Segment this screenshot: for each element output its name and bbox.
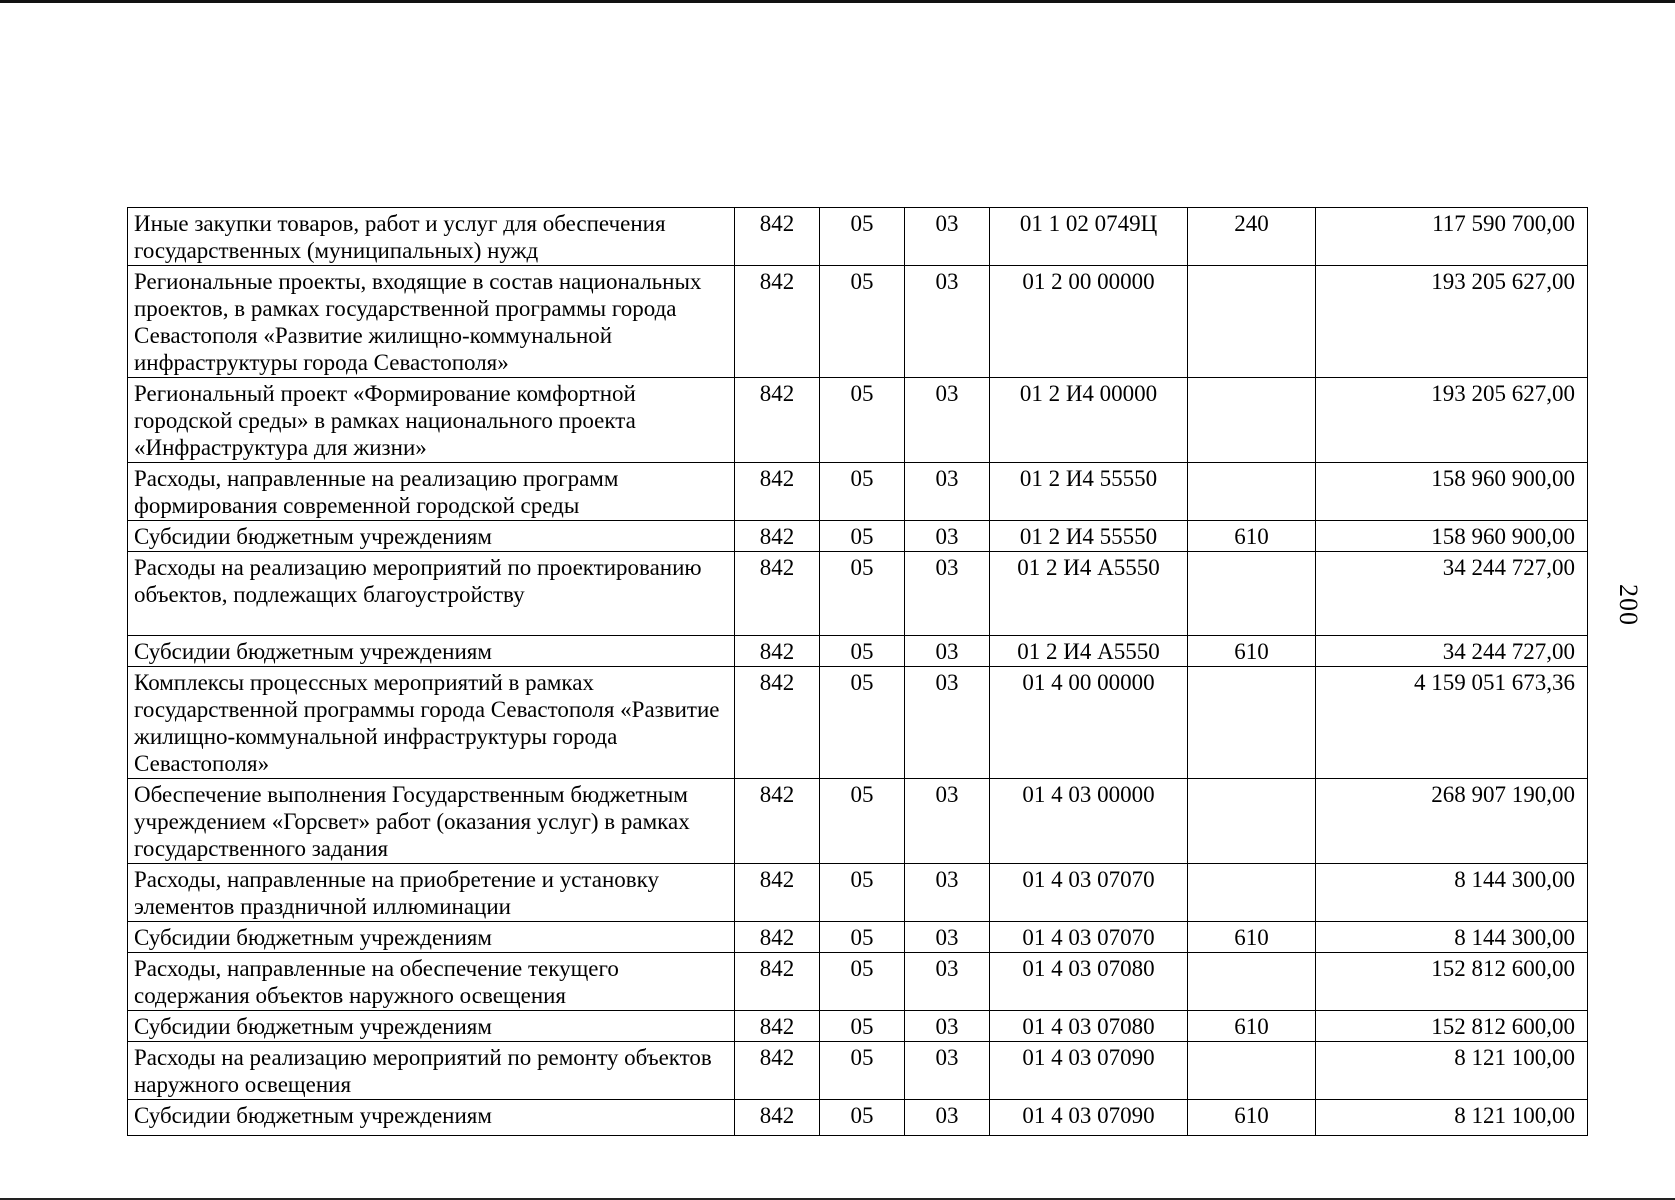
row-vedom: 842 [735, 953, 820, 1011]
row-vr: 610 [1188, 521, 1316, 552]
row-sum: 34 244 727,00 [1316, 636, 1588, 667]
row-sum: 8 144 300,00 [1316, 922, 1588, 953]
row-csr: 01 4 03 07080 [990, 1011, 1188, 1042]
row-vr: 610 [1188, 1011, 1316, 1042]
row-sum: 34 244 727,00 [1316, 552, 1588, 636]
scan-edge-top [0, 0, 1675, 3]
row-razdel: 05 [820, 378, 905, 463]
row-sum: 158 960 900,00 [1316, 521, 1588, 552]
row-name: Субсидии бюджетным учреждениям [128, 521, 735, 552]
row-sum: 4 159 051 673,36 [1316, 667, 1588, 779]
row-sum: 8 144 300,00 [1316, 864, 1588, 922]
row-csr: 01 2 И4 55550 [990, 521, 1188, 552]
row-sum: 158 960 900,00 [1316, 463, 1588, 521]
row-podrazdel: 03 [905, 953, 990, 1011]
table-row [128, 1011, 1588, 1042]
row-podrazdel: 03 [905, 922, 990, 953]
row-razdel: 05 [820, 1011, 905, 1042]
page-number: 200 [1614, 584, 1643, 626]
table-row [128, 552, 1588, 636]
row-razdel: 05 [820, 1042, 905, 1100]
row-podrazdel: 03 [905, 779, 990, 864]
table-row [128, 378, 1588, 463]
table-row [128, 208, 1588, 266]
row-name: Региональный проект «Формирование комфортной городской среды» в рамках национального проекта «Инфраструктура для жизни» [128, 378, 735, 463]
row-name: Расходы, направленные на обеспечение текущего содержания объектов наружного освещения [128, 953, 735, 1011]
row-podrazdel: 03 [905, 864, 990, 922]
row-razdel: 05 [820, 463, 905, 521]
table-row [128, 636, 1588, 667]
row-vedom: 842 [735, 636, 820, 667]
row-vedom: 842 [735, 922, 820, 953]
row-name: Субсидии бюджетным учреждениям [128, 1011, 735, 1042]
row-vr [1188, 1042, 1316, 1100]
row-razdel: 05 [820, 864, 905, 922]
row-csr: 01 4 00 00000 [990, 667, 1188, 779]
row-razdel: 05 [820, 552, 905, 636]
row-csr: 01 2 00 00000 [990, 266, 1188, 378]
table-row [128, 266, 1588, 378]
row-csr: 01 4 03 07080 [990, 953, 1188, 1011]
row-csr: 01 4 03 07090 [990, 1100, 1188, 1136]
table-row [128, 1100, 1588, 1136]
row-podrazdel: 03 [905, 1011, 990, 1042]
table-row [128, 953, 1588, 1011]
row-razdel: 05 [820, 779, 905, 864]
table-row [128, 521, 1588, 552]
row-name: Расходы, направленные на реализацию программ формирования современной городской среды [128, 463, 735, 521]
row-csr: 01 4 03 07070 [990, 864, 1188, 922]
row-name: Субсидии бюджетным учреждениям [128, 1100, 735, 1136]
row-vr [1188, 378, 1316, 463]
row-sum: 268 907 190,00 [1316, 779, 1588, 864]
row-vr: 240 [1188, 208, 1316, 266]
row-podrazdel: 03 [905, 552, 990, 636]
row-vr: 610 [1188, 636, 1316, 667]
row-vr [1188, 667, 1316, 779]
row-vedom: 842 [735, 521, 820, 552]
row-vedom: 842 [735, 864, 820, 922]
row-vedom: 842 [735, 1100, 820, 1136]
row-vedom: 842 [735, 552, 820, 636]
budget-table [127, 207, 1588, 1136]
row-sum: 117 590 700,00 [1316, 208, 1588, 266]
row-name: Обеспечение выполнения Государственным бюджетным учреждением «Горсвет» работ (оказания услуг) в рамках государственного задания [128, 779, 735, 864]
row-sum: 193 205 627,00 [1316, 266, 1588, 378]
row-razdel: 05 [820, 667, 905, 779]
row-name: Субсидии бюджетным учреждениям [128, 636, 735, 667]
row-vedom: 842 [735, 378, 820, 463]
table-row [128, 779, 1588, 864]
row-razdel: 05 [820, 521, 905, 552]
row-name: Расходы, направленные на приобретение и установку элементов праздничной иллюминации [128, 864, 735, 922]
budget-table-body [128, 208, 1588, 1136]
table-row [128, 864, 1588, 922]
row-vr [1188, 779, 1316, 864]
table-row [128, 922, 1588, 953]
row-vedom: 842 [735, 1011, 820, 1042]
row-vedom: 842 [735, 1042, 820, 1100]
row-sum: 8 121 100,00 [1316, 1100, 1588, 1136]
row-podrazdel: 03 [905, 1042, 990, 1100]
row-razdel: 05 [820, 922, 905, 953]
row-name: Иные закупки товаров, работ и услуг для обеспечения государственных (муниципальных) нужд [128, 208, 735, 266]
row-sum: 152 812 600,00 [1316, 1011, 1588, 1042]
row-vr [1188, 953, 1316, 1011]
row-csr: 01 2 И4 55550 [990, 463, 1188, 521]
row-podrazdel: 03 [905, 208, 990, 266]
row-vedom: 842 [735, 266, 820, 378]
row-podrazdel: 03 [905, 463, 990, 521]
row-csr: 01 4 03 07070 [990, 922, 1188, 953]
row-name: Региональные проекты, входящие в состав национальных проектов, в рамках государственной программы города Севастополя «Развитие жилищно-коммунальной инфраструктуры города Севастополя» [128, 266, 735, 378]
row-sum: 152 812 600,00 [1316, 953, 1588, 1011]
row-csr: 01 2 И4 00000 [990, 378, 1188, 463]
row-vr [1188, 463, 1316, 521]
row-podrazdel: 03 [905, 266, 990, 378]
row-razdel: 05 [820, 1100, 905, 1136]
table-row [128, 1042, 1588, 1100]
row-vr: 610 [1188, 1100, 1316, 1136]
row-razdel: 05 [820, 953, 905, 1011]
row-csr: 01 4 03 07090 [990, 1042, 1188, 1100]
row-podrazdel: 03 [905, 378, 990, 463]
row-sum: 193 205 627,00 [1316, 378, 1588, 463]
row-name: Комплексы процессных мероприятий в рамках государственной программы города Севастополя «Развитие жилищно-коммунальной инфраструктуры города Севастополя» [128, 667, 735, 779]
row-csr: 01 4 03 00000 [990, 779, 1188, 864]
row-razdel: 05 [820, 636, 905, 667]
row-vedom: 842 [735, 208, 820, 266]
row-name: Субсидии бюджетным учреждениям [128, 922, 735, 953]
table-row [128, 463, 1588, 521]
row-vedom: 842 [735, 779, 820, 864]
row-podrazdel: 03 [905, 1100, 990, 1136]
row-name: Расходы на реализацию мероприятий по проектированию объектов, подлежащих благоустройству [128, 552, 735, 636]
row-razdel: 05 [820, 208, 905, 266]
row-csr: 01 1 02 0749Ц [990, 208, 1188, 266]
row-vr [1188, 552, 1316, 636]
row-vr: 610 [1188, 922, 1316, 953]
table-row [128, 667, 1588, 779]
row-podrazdel: 03 [905, 636, 990, 667]
row-name: Расходы на реализацию мероприятий по ремонту объектов наружного освещения [128, 1042, 735, 1100]
row-podrazdel: 03 [905, 521, 990, 552]
row-vedom: 842 [735, 667, 820, 779]
row-razdel: 05 [820, 266, 905, 378]
row-sum: 8 121 100,00 [1316, 1042, 1588, 1100]
row-vr [1188, 266, 1316, 378]
row-vedom: 842 [735, 463, 820, 521]
row-podrazdel: 03 [905, 667, 990, 779]
row-csr: 01 2 И4 А5550 [990, 636, 1188, 667]
row-csr: 01 2 И4 А5550 [990, 552, 1188, 636]
row-vr [1188, 864, 1316, 922]
